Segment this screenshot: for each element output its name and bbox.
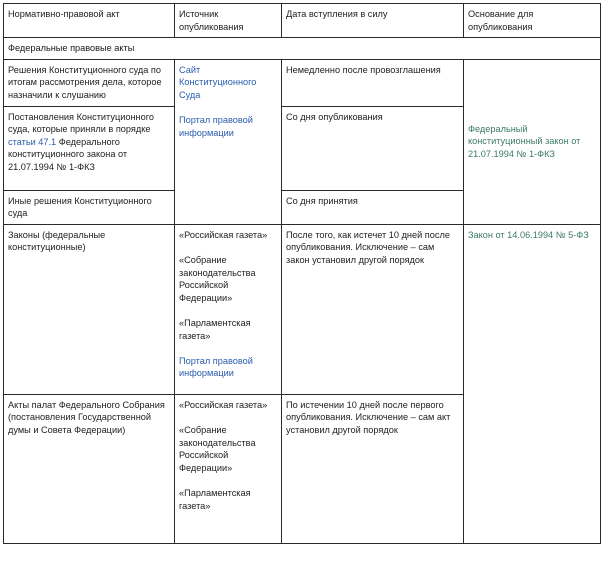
source-item: «Парламентская газета»	[179, 487, 251, 511]
date-cell: По истечении 10 дней после первого опубликования. Исключение – сам акт установил другой порядок	[282, 394, 464, 543]
header-row	[4, 4, 601, 38]
source-item: «Российская газета»	[179, 399, 268, 410]
date-cell: После того, как истечет 10 дней после опубликования. Исключение – сам закон установил другой порядок	[282, 224, 464, 394]
column-header-basis: Основание для опубликования	[464, 4, 601, 38]
table-row	[4, 59, 601, 106]
court-site-link[interactable]: Сайт Конституционного Суда	[179, 64, 257, 100]
legal-acts-table	[3, 3, 601, 544]
date-cell: Со дня принятия	[282, 190, 464, 224]
source-item: «Собрание законодательства Российской Федерации»	[179, 254, 256, 303]
column-header-date: Дата вступления в силу	[282, 4, 464, 38]
fkz-law-link[interactable]: Федеральный конституционный закон от 21.07.1994 № 1-ФКЗ	[468, 123, 581, 160]
column-header-source: Источник опубликования	[175, 4, 282, 38]
basis-cell	[464, 59, 601, 224]
section-title: Федеральные правовые акты	[4, 38, 601, 60]
act-text: Постановления Конституционного суда, которые приняли в порядке	[8, 111, 154, 135]
basis-cell	[464, 224, 601, 543]
act-cell: Иные решения Конституционного суда	[4, 190, 175, 224]
section-row	[4, 38, 601, 60]
source-cell	[175, 59, 282, 224]
act-cell: Решения Конституционного суда по итогам рассмотрения дела, которое назначили к слушанию	[4, 59, 175, 106]
table-row	[4, 224, 601, 394]
source-cell	[175, 394, 282, 543]
act-cell: Акты палат Федерального Собрания (постановления Государственной думы и Совета Федерации)	[4, 394, 175, 543]
act-cell	[4, 106, 175, 190]
article-link[interactable]: статьи 47.1	[8, 136, 57, 147]
column-header-act: Нормативно-правовой акт	[4, 4, 175, 38]
legal-portal-link[interactable]: Портал правовой информации	[179, 115, 253, 138]
act-text: Федерального конституционного закона от 21.07.1994 № 1-ФКЗ	[8, 136, 128, 172]
source-item: «Российская газета»	[179, 229, 268, 240]
date-cell: Немедленно после провозглашения	[282, 59, 464, 106]
source-item: «Собрание законодательства Российской Федерации»	[179, 424, 256, 473]
source-item: «Парламентская газета»	[179, 317, 251, 341]
date-cell: Со дня опубликования	[282, 106, 464, 190]
source-cell	[175, 224, 282, 394]
act-cell: Законы (федеральные конституционные)	[4, 224, 175, 394]
legal-portal-link[interactable]: Портал правовой информации	[179, 355, 253, 379]
law-link[interactable]: Закон от 14.06.1994 № 5-ФЗ	[468, 229, 589, 240]
